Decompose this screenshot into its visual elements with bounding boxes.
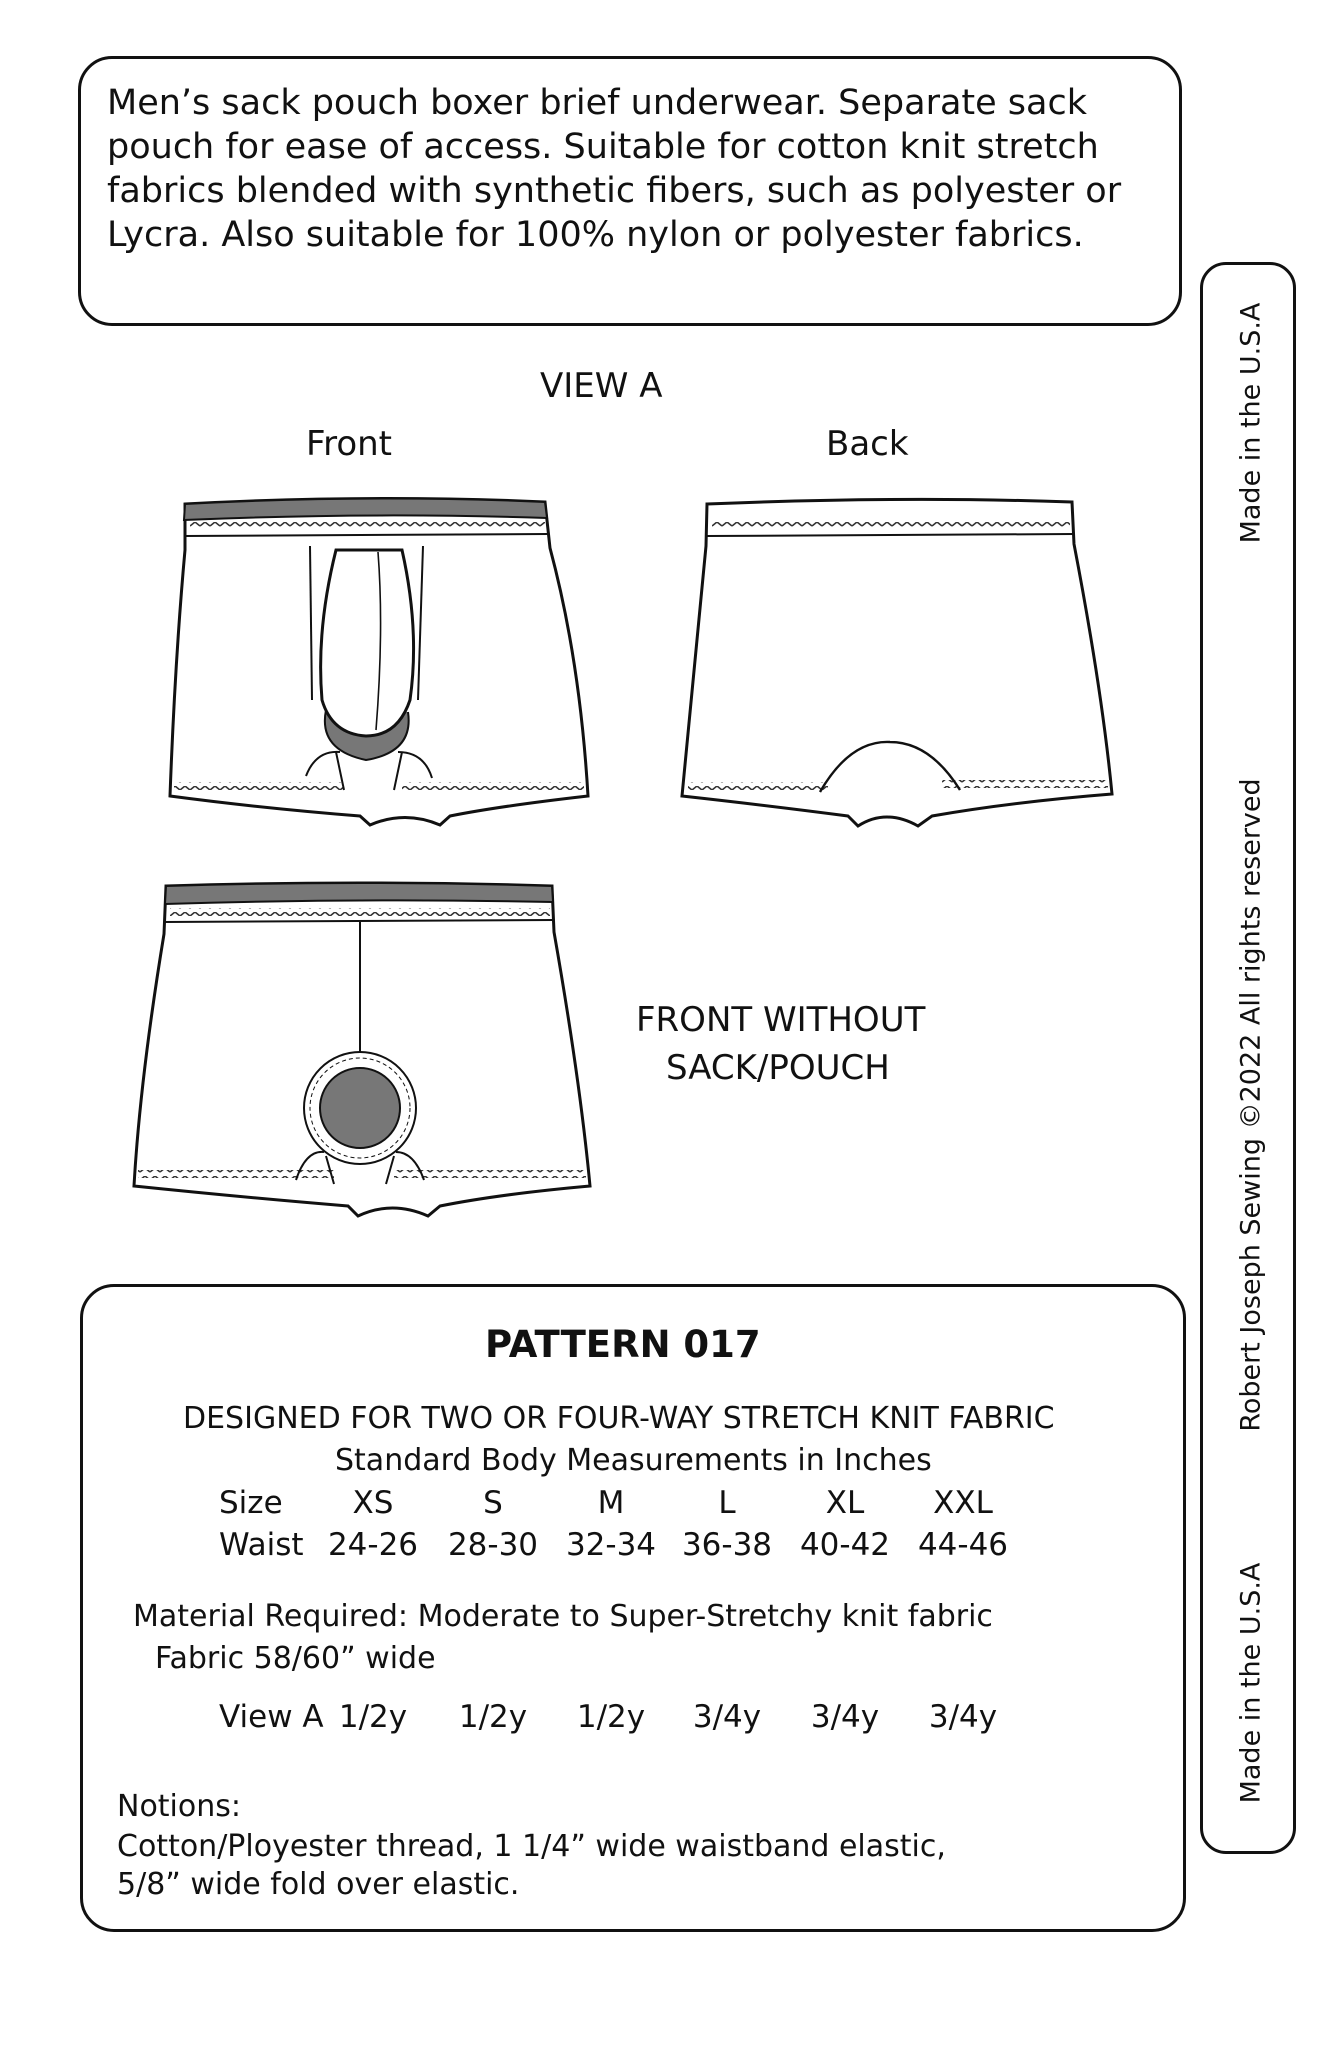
- yardage-l: 3/4y: [692, 1699, 762, 1735]
- side-panel: [1200, 262, 1296, 1854]
- yardage-xxl: 3/4y: [928, 1699, 998, 1735]
- waist-xl: 40-42: [799, 1527, 891, 1563]
- description-box: [78, 56, 1182, 326]
- yardage-xs: 1/2y: [338, 1699, 408, 1735]
- waist-xxl: 44-46: [917, 1527, 1009, 1563]
- yardage-xl: 3/4y: [810, 1699, 880, 1735]
- front-without-line1: FRONT WITHOUT: [636, 1000, 926, 1040]
- waist-s: 28-30: [447, 1527, 539, 1563]
- size-m: M: [597, 1485, 625, 1521]
- front-label: Front: [306, 424, 392, 464]
- notions-line1: Cotton/Ployester thread, 1 1/4” wide waistband elastic,: [117, 1829, 946, 1864]
- size-s: S: [483, 1485, 503, 1521]
- made-in-usa-top: Made in the U.S.A: [1235, 302, 1267, 544]
- waist-m: 32-34: [565, 1527, 657, 1563]
- description-text: Men’s sack pouch boxer brief underwear. Separate sack pouch for ease of access. Suitable for cotton knit stretch fabrics blended with synthetic fibers, such as polyester or Lycra. Also suitable for 100% nylon or polyester fabrics.: [107, 83, 1122, 255]
- stretch-subtitle: DESIGNED FOR TWO OR FOUR-WAY STRETCH KNIT FABRIC: [183, 1401, 1055, 1436]
- size-row-label: Size: [219, 1485, 283, 1521]
- view-a-title: VIEW A: [540, 366, 663, 406]
- yardage-m: 1/2y: [576, 1699, 646, 1735]
- front-without-line2: SACK/POUCH: [666, 1048, 890, 1088]
- copyright-notice: Robert Joseph Sewing ©2022 All rights reserved: [1235, 778, 1267, 1432]
- size-xxl: XXL: [933, 1485, 993, 1521]
- yardage-s: 1/2y: [458, 1699, 528, 1735]
- size-xs: XS: [352, 1485, 394, 1521]
- size-l: L: [718, 1485, 736, 1521]
- waist-l: 36-38: [681, 1527, 773, 1563]
- waist-row-label: Waist: [219, 1527, 304, 1563]
- made-in-usa-bottom: Made in the U.S.A: [1235, 1562, 1267, 1804]
- size-xl: XL: [825, 1485, 865, 1521]
- pattern-info-box: [80, 1284, 1186, 1932]
- back-label: Back: [826, 424, 909, 464]
- back-view-drawing: [672, 490, 1132, 835]
- front-without-pouch-drawing: [120, 880, 600, 1230]
- notions-title: Notions:: [117, 1789, 241, 1824]
- waist-xs: 24-26: [327, 1527, 419, 1563]
- view-a-row-label: View A: [219, 1699, 324, 1735]
- pattern-title: PATTERN 017: [485, 1323, 761, 1366]
- measurements-subtitle: Standard Body Measurements in Inches: [335, 1443, 932, 1478]
- front-view-drawing: [140, 490, 600, 835]
- material-required: Material Required: Moderate to Super-Stretchy knit fabric: [133, 1599, 993, 1634]
- notions-line2: 5/8” wide fold over elastic.: [117, 1867, 520, 1902]
- fabric-width: Fabric 58/60” wide: [155, 1641, 436, 1676]
